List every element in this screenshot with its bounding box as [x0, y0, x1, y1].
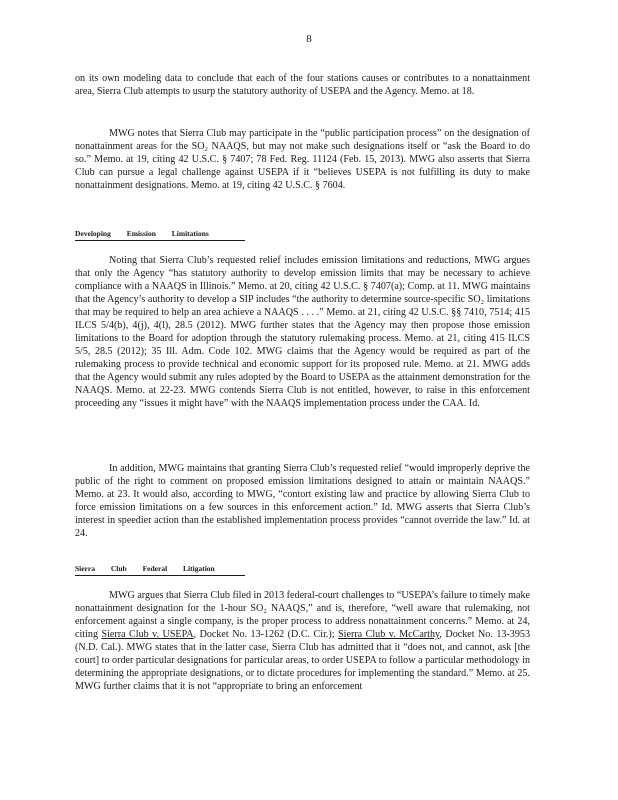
section-heading-developing-emission-limitations: Developing Emission Limitations: [75, 229, 245, 241]
paragraph-3: Noting that Sierra Club’s requested relief includes emission limitations and reductions, MWG argues that only the Agency “has statutory authority to develop emission limits that may be necessary to achieve compliance with a NAAQS in Illinois.” Memo. at 20, citing 42 U.S.C. § 7407(a); Comp. at 11. MWG maintains that the Agency’s authority to develop a SIP includes “the authority to determine source-specific SO₂ limitations that may be required to help an area achieve a NAAQS . . . .” Memo. at 21, citing 42 U.S.C. §§ 7410, 7514; 415 ILCS 5/4(b), 4(j), 4(l), 28.5 (2012). MWG further states that the Agency may then propose those emission limitations to the Board for adoption through the statutory rulemaking process. Memo. at 21, citing 415 ILCS 5/5, 28.5 (2012); 35 Ill. Adm. Code 102. MWG claims that the Agency would be required as part of the rulemaking process to provide technical and economic support for its proposed rule. Memo. at 21. MWG adds that the Agency would submit any rules adopted by the Board to USEPA as the attainment demonstration for the NAAQS. Memo. at 22-23. MWG contends Sierra Club is not entitled, however, to raise in this enforcement proceeding any “issues it might have” with the NAAQS implementation process under the CAA. Id.: [75, 255, 530, 409]
paragraph-2: MWG notes that Sierra Club may participate in the “public participation process” on the designation of nonattainment areas for the SO₂ NAAQS, but may not make such designations itself or “ask the Board to do so.” Memo. at 19, citing 42 U.S.C. § 7407; 78 Fed. Reg. 11124 (Feb. 15, 2013). MWG also asserts that Sierra Club can pursue a legal challenge against USEPA if it “believes USEPA is not fulfilling its duty to make nonattainment designations. Memo. at 19, citing 42 U.S.C. § 7604.: [75, 128, 530, 191]
paragraph-5-text-a: MWG argues that Sierra Club filed in 2013 federal-court challenges to “USEPA’s failure to timely make nonattainment designation for the 1-hour SO₂ NAAQS,” and is, therefore, “well aware that rulemaking, not enforcement against a single company, is the proper process to address nonattainment concerns.” Memo. at 24, citing: [75, 590, 530, 640]
paragraph-5-text-c: , Docket No. 13-3953 (N.D. Cal.). MWG states that in the latter case, Sierra Club has admitted that it “does not, and cannot, ask [the court] to order particular designations for particular areas, to order USEPA to follow a particular methodology in determining the appropriate designations, or to dictate procedures for implementing the standard.” Memo. at 25. MWG further claims that it is not “appropriate to bring an enforcement: [75, 629, 530, 692]
paragraph-5-text-b: , Docket No. 13-1262 (D.C. Cir.);: [193, 629, 339, 640]
page-number: 8: [306, 33, 312, 45]
case-citation-sierra-club-v-usepa: Sierra Club v. USEPA: [101, 629, 194, 640]
paragraph-1: on its own modeling data to conclude that each of the four stations causes or contributes to a nonattainment area, Sierra Club attempts to usurp the statutory authority of USEPA and the Agency. Memo. at 18.: [75, 73, 530, 97]
section-heading-sierra-club-federal-litigation: Sierra Club Federal Litigation: [75, 564, 245, 576]
paragraph-5: [75, 589, 530, 693]
paragraph-4: In addition, MWG maintains that granting Sierra Club’s requested relief “would improperly deprive the public of the right to comment on proposed emission limitations designed to attain or maintain NAAQS.” Memo. at 23. It would also, according to MWG, “contort existing law and practice by allowing Sierra Club to force emission limitations on a few sources in this enforcement action.” Id. MWG asserts that Sierra Club’s interest in speedier action than the established implementation process provides “cannot override the law.” Id. at 24.: [75, 463, 530, 539]
case-citation-sierra-club-v-mccarthy: Sierra Club v. McCarthy: [338, 629, 440, 640]
